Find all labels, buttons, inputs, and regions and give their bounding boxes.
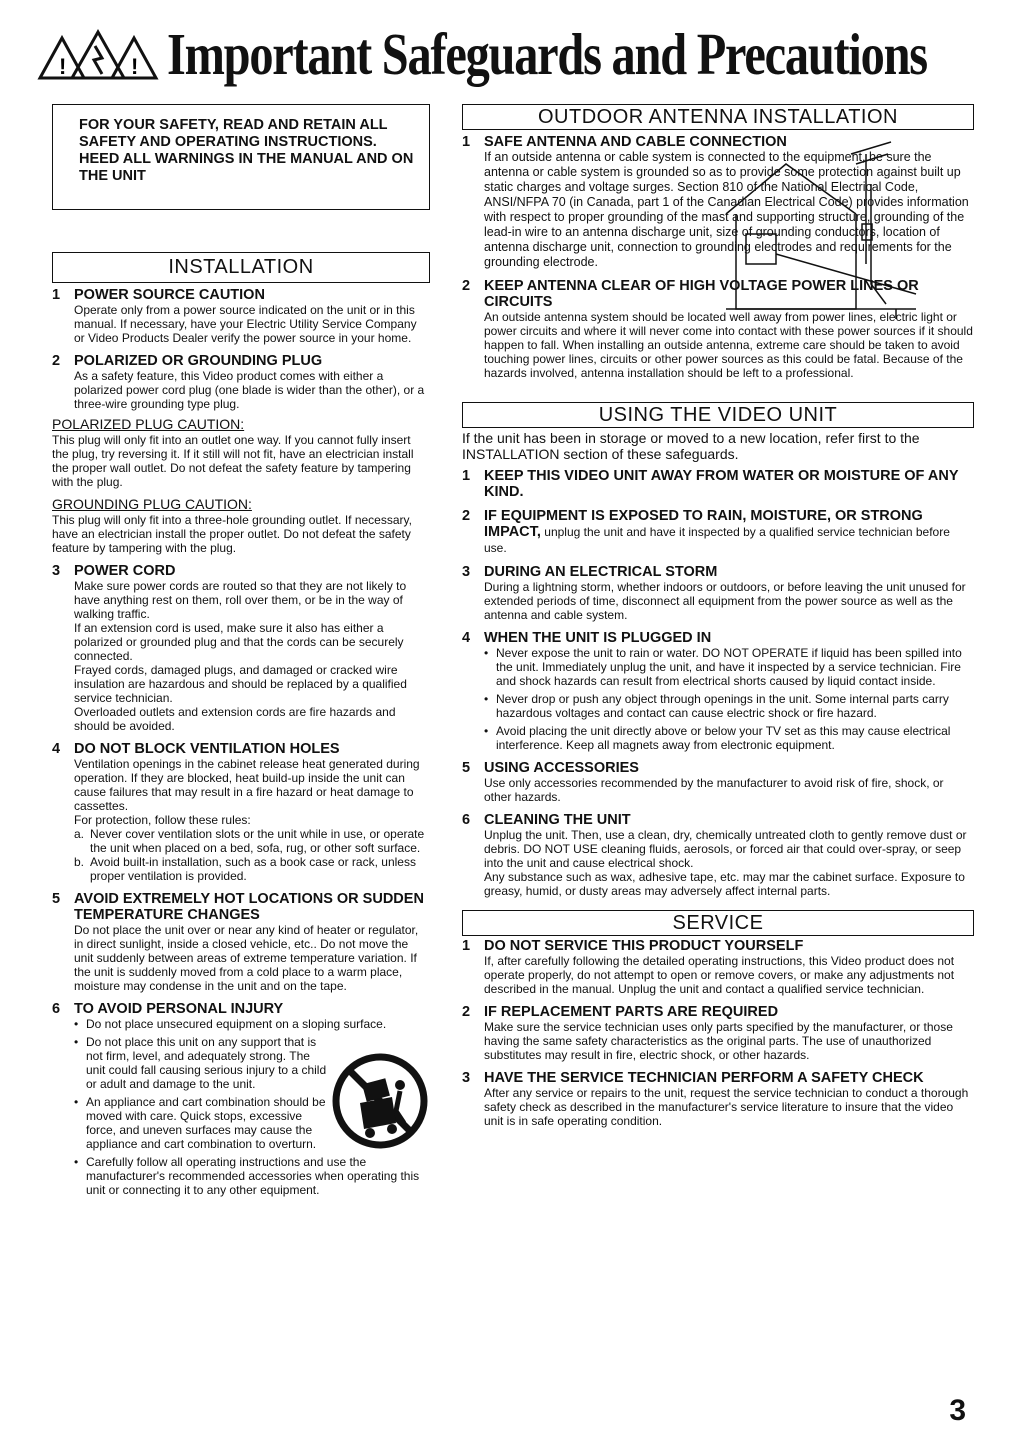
item-number: 1 — [52, 287, 61, 303]
item-heading: TO AVOID PERSONAL INJURY — [74, 1001, 284, 1017]
subheading: POLARIZED PLUG CAUTION: — [52, 416, 245, 432]
warning-triangle-icon — [32, 24, 167, 84]
installation-item-2 — [52, 353, 430, 411]
item-number: 6 — [462, 812, 471, 828]
page-number: 3 — [949, 1394, 966, 1427]
installation-item-5 — [52, 891, 430, 993]
item-number: 2 — [52, 353, 61, 369]
injury-bullets-cart — [52, 1035, 330, 1155]
item-number: 4 — [462, 630, 471, 646]
list-item: b. Avoid built-in installation, such as a book case or rack, unless proper ventilation is provided. — [74, 855, 416, 883]
item-text: As a safety feature, this Video product comes with either a polarized power cord plug (one blade is wider than the other), or a three-wire grounding type plug. — [74, 369, 425, 411]
page-title-row — [32, 14, 992, 94]
item-text: If an extension cord is used, make sure it also has either a polarized or grounded plug and that the cords can be securely connected. — [74, 621, 404, 663]
service-item-1 — [462, 938, 974, 996]
using-video-unit-header: USING THE VIDEO UNIT — [462, 402, 974, 428]
subheading: GROUNDING PLUG CAUTION: — [52, 496, 252, 512]
item-number: 2 — [462, 278, 471, 294]
item-heading: POLARIZED OR GROUNDING PLUG — [74, 353, 323, 369]
installation-item-3 — [52, 563, 430, 733]
plugged-in-bullets — [462, 646, 974, 752]
page-title: Important Safeguards and Precautions — [167, 20, 927, 87]
svg-text:!: ! — [131, 54, 139, 79]
item-number: 3 — [462, 564, 471, 580]
installation-item-6 — [52, 1001, 430, 1197]
item-number: 1 — [462, 938, 471, 954]
item-heading: KEEP THIS VIDEO UNIT AWAY FROM WATER OR MOISTURE OF ANY KIND. — [484, 468, 959, 500]
item-text: Operate only from a power source indicated on the unit or in this manual. If necessary, have your Electric Utility Service Company or Video Products Dealer verify the power source in your home. — [74, 303, 417, 345]
list-item: • Carefully follow all operating instructions and use the manufacturer's recommended accessories when operating this unit or connecting it to any other equipment. — [74, 1155, 430, 1197]
antenna-grounding-diagram — [716, 134, 978, 324]
left-column — [52, 104, 430, 1205]
list-item: • Never drop or push any object through openings in the unit. Some internal parts carry hazardous voltages and contact can cause electric shock or fire hazard. — [484, 692, 974, 720]
using-intro: If the unit has been in storage or moved to a new location, refer first to the INSTALLATION section of these safeguards. — [462, 430, 920, 462]
item-text: unplug the unit and have it inspected by a qualified service technician before use. — [484, 525, 950, 555]
item-number: 2 — [462, 508, 471, 524]
using-item-4 — [462, 630, 974, 752]
grounding-plug-caution — [52, 495, 430, 555]
item-number: 3 — [52, 563, 61, 579]
item-text: Make sure the service technician uses only parts specified by the manufacturer, or those having the same safety characteristics as the original parts. The use of unauthorized substitutes may result in fire, electric shock, or other hazards. — [484, 1020, 953, 1062]
list-item: • Do not place this unit on any support that is not firm, level, and adequately strong. The unit could fall causing serious injury to a child or adult and damage to the unit. — [74, 1035, 330, 1091]
list-item: • Do not place unsecured equipment on a sloping surface. — [74, 1017, 430, 1031]
item-number: 5 — [462, 760, 471, 776]
item-heading: POWER SOURCE CAUTION — [74, 287, 265, 303]
using-item-2 — [462, 508, 974, 556]
item-text: Any substance such as wax, adhesive tape, etc. may mar the cabinet surface. Exposure to greasy, humid, or dusty areas may adversely affect internal parts. — [484, 870, 965, 898]
item-text: For protection, follow these rules: — [74, 813, 251, 827]
item-text: Overloaded outlets and extension cords are fire hazards and should be avoided. — [74, 705, 396, 733]
installation-item-1 — [52, 287, 430, 345]
item-number: 2 — [462, 1004, 471, 1020]
item-text: Use only accessories recommended by the manufacturer to avoid risk of fire, shock, or other hazards. — [484, 776, 944, 804]
list-item: • Avoid placing the unit directly above or below your TV set as this may cause electrical interference. Keep all magnets away from electronic equipment. — [484, 724, 974, 752]
item-number: 6 — [52, 1001, 61, 1017]
item-number: 3 — [462, 1070, 471, 1086]
svg-text:!: ! — [59, 54, 67, 79]
item-heading: CLEANING THE UNIT — [484, 812, 631, 828]
list-item: a. Never cover ventilation slots or the unit while in use, or operate the unit when placed on a bed, sofa, rug, or other soft surface. — [74, 827, 425, 855]
item-heading: KEEP ANTENNA CLEAR OF HIGH VOLTAGE POWER LINES OR CIRCUITS — [484, 278, 919, 310]
item-number: 1 — [462, 468, 471, 484]
item-heading: POWER CORD — [74, 563, 176, 579]
service-item-2 — [462, 1004, 974, 1062]
using-item-3 — [462, 564, 974, 622]
item-text: An outside antenna system should be located well away from power lines, electric light or power circuits and where it will never come into contact with these power sources if it should happen to fall. When installing an outside antenna, extreme care should be taken to avoid touching power lines, circuits or other power sources as this could be fatal. Because of the hazards involved, antenna installation should be left to a professional. — [484, 310, 973, 380]
installation-item-4 — [52, 741, 430, 883]
item-text: Make sure power cords are routed so that they are not likely to have anything rest on them, roll over them, or be in the way of walking traffic. — [74, 579, 407, 621]
subheading-text: This plug will only fit into an outlet one way. If you cannot fully insert the plug, try reversing it. If it still will not fit, have an electrician install the proper wall outlet. Do not defeat the safety feature by tampering with the plug. — [52, 433, 414, 489]
item-text: Frayed cords, damaged plugs, and damaged or cracked wire insulation are hazardous and should be replaced by a qualified service technician. — [74, 663, 407, 705]
installation-header: INSTALLATION — [52, 252, 430, 283]
cart-warning-row — [52, 1035, 430, 1155]
item-heading: DO NOT BLOCK VENTILATION HOLES — [74, 741, 340, 757]
right-column — [462, 104, 974, 1136]
using-item-5 — [462, 760, 974, 804]
item-text: During a lightning storm, whether indoors or outdoors, or before leaving the unit unused for extended periods of time, disconnect all equipment from the power source as well as the antenna and cable system. — [484, 580, 966, 622]
item-number: 1 — [462, 134, 471, 150]
item-heading: HAVE THE SERVICE TECHNICIAN PERFORM A SAFETY CHECK — [484, 1070, 924, 1086]
item-text: Unplug the unit. Then, use a clean, dry, chemically untreated cloth to gently remove dust or debris. DO NOT USE cleaning fluids, aerosols, or forced air that could over-spray, or seep into the unit and cause electrical shock. — [484, 828, 967, 870]
using-item-1 — [462, 468, 974, 500]
item-heading: WHEN THE UNIT IS PLUGGED IN — [484, 630, 712, 646]
item-heading: DURING AN ELECTRICAL STORM — [484, 564, 718, 580]
polarized-plug-caution — [52, 415, 430, 489]
no-cart-tipover-icon — [330, 1051, 430, 1151]
outdoor-item-1 — [462, 134, 974, 270]
injury-bullets-end — [52, 1155, 430, 1197]
item-text: If, after carefully following the detailed operating instructions, this Video product does not operate properly, do not attempt to open or remove covers, or make any adjustments not described in the manual. Unplug the unit and contact a qualified service technician. — [484, 954, 955, 996]
item-heading: DO NOT SERVICE THIS PRODUCT YOURSELF — [484, 938, 804, 954]
item-heading: AVOID EXTREMELY HOT LOCATIONS OR SUDDEN TEMPERATURE CHANGES — [74, 891, 424, 923]
service-header: SERVICE — [462, 910, 974, 936]
service-item-3 — [462, 1070, 974, 1128]
item-text: Ventilation openings in the cabinet release heat generated during operation. If they are blocked, heat build-up inside the unit can cause failures that may result in a fire hazard or heat damage to cassettes. — [74, 757, 420, 813]
item-heading: IF REPLACEMENT PARTS ARE REQUIRED — [484, 1004, 779, 1020]
using-item-6 — [462, 812, 974, 898]
injury-bullets — [52, 1017, 430, 1031]
item-text: Do not place the unit over or near any kind of heater or regulator, in direct sunlight, inside a closed vehicle, etc.. Do not move the unit suddenly between areas of extreme temperature variation. If the unit is suddenly moved from a cold place to a warm place, moisture may condense in the unit and on the tape. — [74, 923, 419, 993]
item-text: If an outside antenna or cable system is connected to the equipment, be sure the antenna or cable system is grounded so as to provide some protection against built up static charges and voltage surges. Section 810 of the National Electrical Code, ANSI/NFPA 70 (in Canada, part 1 of the Canadian Electrical Code) provides information with respect to proper grounding of the mast and supporting structure, grounding of the lead-in wire to an antenna discharge unit, size of grounding conductors, location of antenna discharge unit, connection to grounding electrodes and requirements for the grounding electrode. — [484, 150, 969, 269]
item-heading: IF EQUIPMENT IS EXPOSED TO RAIN, MOISTURE, OR STRONG IMPACT, — [484, 508, 923, 540]
item-text: After any service or repairs to the unit, request the service technician to conduct a thorough safety check as described in the manufacturer's service literature to insure that the video unit is in safe operating condition. — [484, 1086, 969, 1128]
list-item: • Never expose the unit to rain or water. DO NOT OPERATE if liquid has been spilled into the unit. Immediately unplug the unit, and have it inspected by a service technician. Fire and shock hazards can result from electrical shorts caused by liquid contact inside. — [484, 646, 974, 688]
outdoor-antenna-header: OUTDOOR ANTENNA INSTALLATION — [462, 104, 974, 130]
rules-list — [74, 827, 430, 883]
item-heading: USING ACCESSORIES — [484, 760, 639, 776]
safety-notice-box: FOR YOUR SAFETY, READ AND RETAIN ALL SAFETY AND OPERATING INSTRUCTIONS. HEED ALL WARNINGS IN THE MANUAL AND ON THE UNIT — [52, 104, 430, 210]
item-number: 4 — [52, 741, 61, 757]
list-item: • An appliance and cart combination should be moved with care. Quick stops, excessive force, and uneven surfaces may cause the appliance and cart combination to overturn. — [74, 1095, 330, 1151]
item-heading: SAFE ANTENNA AND CABLE CONNECTION — [484, 134, 787, 150]
item-number: 5 — [52, 891, 61, 907]
subheading-text: This plug will only fit into a three-hole grounding outlet. If necessary, have an electrician install the proper outlet. Do not defeat the safety feature by tampering with the plug. — [52, 513, 412, 555]
